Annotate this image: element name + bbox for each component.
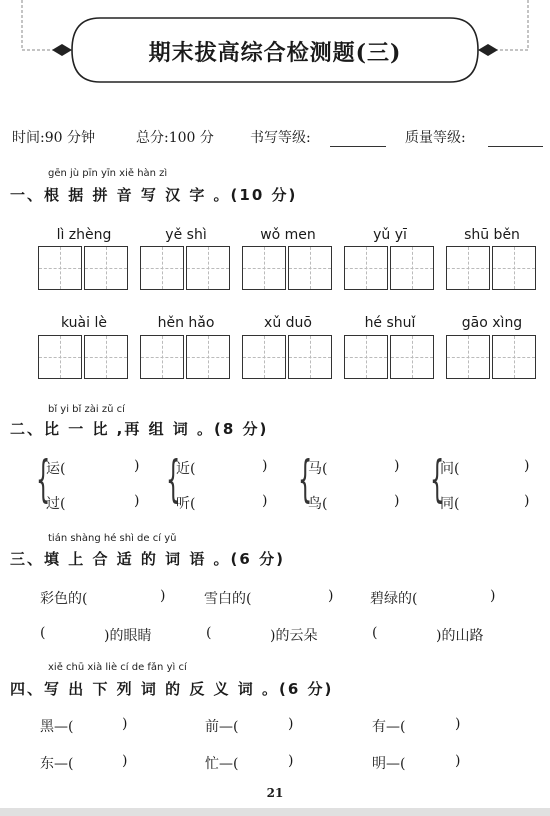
writing-box[interactable]	[140, 335, 184, 379]
pinyin-label: hé shuǐ	[364, 315, 416, 331]
fill-item-5-open: (	[206, 625, 212, 641]
pinyin-label: wǒ men	[260, 227, 316, 243]
section3-heading: 三、填 上 合 适 的 词 语 。(6 分)	[10, 550, 285, 568]
fill-item-1[interactable]: 彩色的(	[40, 591, 88, 607]
compare-word[interactable]: 近(	[176, 461, 196, 477]
quality-grade-label: 质量等级:	[405, 130, 466, 146]
section3-pinyin: tián shàng hé shì de cí yǔ	[48, 533, 177, 544]
writing-box[interactable]	[186, 246, 230, 290]
page-title: 期末拔高综合检测题(三)	[148, 40, 402, 66]
fill-item-6-open: (	[372, 625, 378, 641]
writing-box[interactable]	[84, 246, 128, 290]
compare-paren-close: )	[394, 493, 400, 509]
compare-paren-close: )	[134, 493, 140, 509]
compare-word[interactable]: 同(	[440, 496, 460, 512]
writing-box[interactable]	[390, 335, 434, 379]
writing-box[interactable]	[344, 335, 388, 379]
writing-grade-blank[interactable]	[330, 131, 386, 147]
fill-item-6[interactable]: )的山路	[436, 628, 484, 644]
pinyin-label: yě shì	[165, 227, 207, 243]
fill-item-2-close: )	[328, 588, 334, 604]
section4-heading: 四、写 出 下 列 词 的 反 义 词 。(6 分)	[10, 680, 334, 698]
compare-word[interactable]: 过(	[46, 496, 66, 512]
compare-word[interactable]: 问(	[440, 461, 460, 477]
section2-heading: 二、比 一 比 ,再 组 词 。(8 分)	[10, 420, 269, 438]
compare-word[interactable]: 听(	[176, 496, 196, 512]
antonym-item-1-close: )	[122, 716, 128, 732]
writing-box[interactable]	[344, 246, 388, 290]
antonym-item-6-close: )	[455, 753, 461, 769]
writing-box[interactable]	[446, 335, 490, 379]
writing-box[interactable]	[84, 335, 128, 379]
antonym-item-5-close: )	[288, 753, 294, 769]
fill-item-4-open: (	[40, 625, 46, 641]
antonym-item-3-close: )	[455, 716, 461, 732]
writing-box[interactable]	[492, 246, 536, 290]
page-number: 21	[266, 786, 284, 800]
pinyin-label: gāo xìng	[461, 315, 523, 331]
writing-grade-label: 书写等级:	[250, 130, 311, 146]
compare-word[interactable]: 运(	[46, 461, 66, 477]
compare-paren-close: )	[524, 458, 530, 474]
writing-box[interactable]	[38, 335, 82, 379]
writing-box[interactable]	[38, 246, 82, 290]
fill-item-1-close: )	[160, 588, 166, 604]
antonym-item-1[interactable]: 黑—(	[40, 719, 74, 735]
pair-brace: {	[298, 450, 313, 508]
pair-brace: {	[430, 450, 445, 508]
writing-box[interactable]	[186, 335, 230, 379]
section1-pinyin: gēn jù pīn yīn xiě hàn zì	[48, 168, 168, 179]
fill-item-3-close: )	[490, 588, 496, 604]
antonym-item-2[interactable]: 前—(	[205, 719, 239, 735]
antonym-item-2-close: )	[288, 716, 294, 732]
compare-paren-close: )	[262, 493, 268, 509]
fill-item-3[interactable]: 碧绿的(	[370, 591, 418, 607]
pinyin-label: lì zhèng	[56, 227, 112, 243]
pinyin-label: hěn hǎo	[157, 315, 215, 331]
pinyin-label: xǔ duō	[264, 315, 312, 331]
pinyin-label: yǔ yī	[373, 227, 407, 243]
writing-box[interactable]	[288, 335, 332, 379]
writing-box[interactable]	[446, 246, 490, 290]
pinyin-label: kuài lè	[61, 315, 107, 331]
section4-pinyin: xiě chū xià liè cí de fǎn yì cí	[48, 662, 187, 673]
writing-box[interactable]	[140, 246, 184, 290]
writing-box[interactable]	[492, 335, 536, 379]
writing-box[interactable]	[242, 246, 286, 290]
fill-item-5[interactable]: )的云朵	[270, 628, 318, 644]
fill-item-2[interactable]: 雪白的(	[204, 591, 252, 607]
pinyin-label: shū běn	[464, 227, 520, 243]
writing-box[interactable]	[390, 246, 434, 290]
antonym-item-5[interactable]: 忙—(	[205, 756, 239, 772]
antonym-item-3[interactable]: 有—(	[372, 719, 406, 735]
compare-word[interactable]: 马(	[308, 461, 328, 477]
pair-brace: {	[166, 450, 181, 508]
antonym-item-6[interactable]: 明—(	[372, 756, 406, 772]
pair-brace: {	[36, 450, 51, 508]
compare-paren-close: )	[262, 458, 268, 474]
writing-box[interactable]	[242, 335, 286, 379]
fill-item-4[interactable]: )的眼睛	[104, 628, 152, 644]
antonym-item-4[interactable]: 东—(	[40, 756, 74, 772]
compare-paren-close: )	[134, 458, 140, 474]
compare-word[interactable]: 鸟(	[308, 496, 328, 512]
quality-grade-blank[interactable]	[488, 131, 543, 147]
total-score-label: 总分:100 分	[136, 130, 214, 146]
compare-paren-close: )	[524, 493, 530, 509]
compare-paren-close: )	[394, 458, 400, 474]
section1-heading: 一、根 据 拼 音 写 汉 字 。(10 分)	[10, 186, 298, 204]
writing-box[interactable]	[288, 246, 332, 290]
footer-bar	[0, 808, 550, 816]
antonym-item-4-close: )	[122, 753, 128, 769]
time-label: 时间:90 分钟	[12, 130, 95, 146]
section2-pinyin: bǐ yi bǐ zài zǔ cí	[48, 404, 125, 415]
